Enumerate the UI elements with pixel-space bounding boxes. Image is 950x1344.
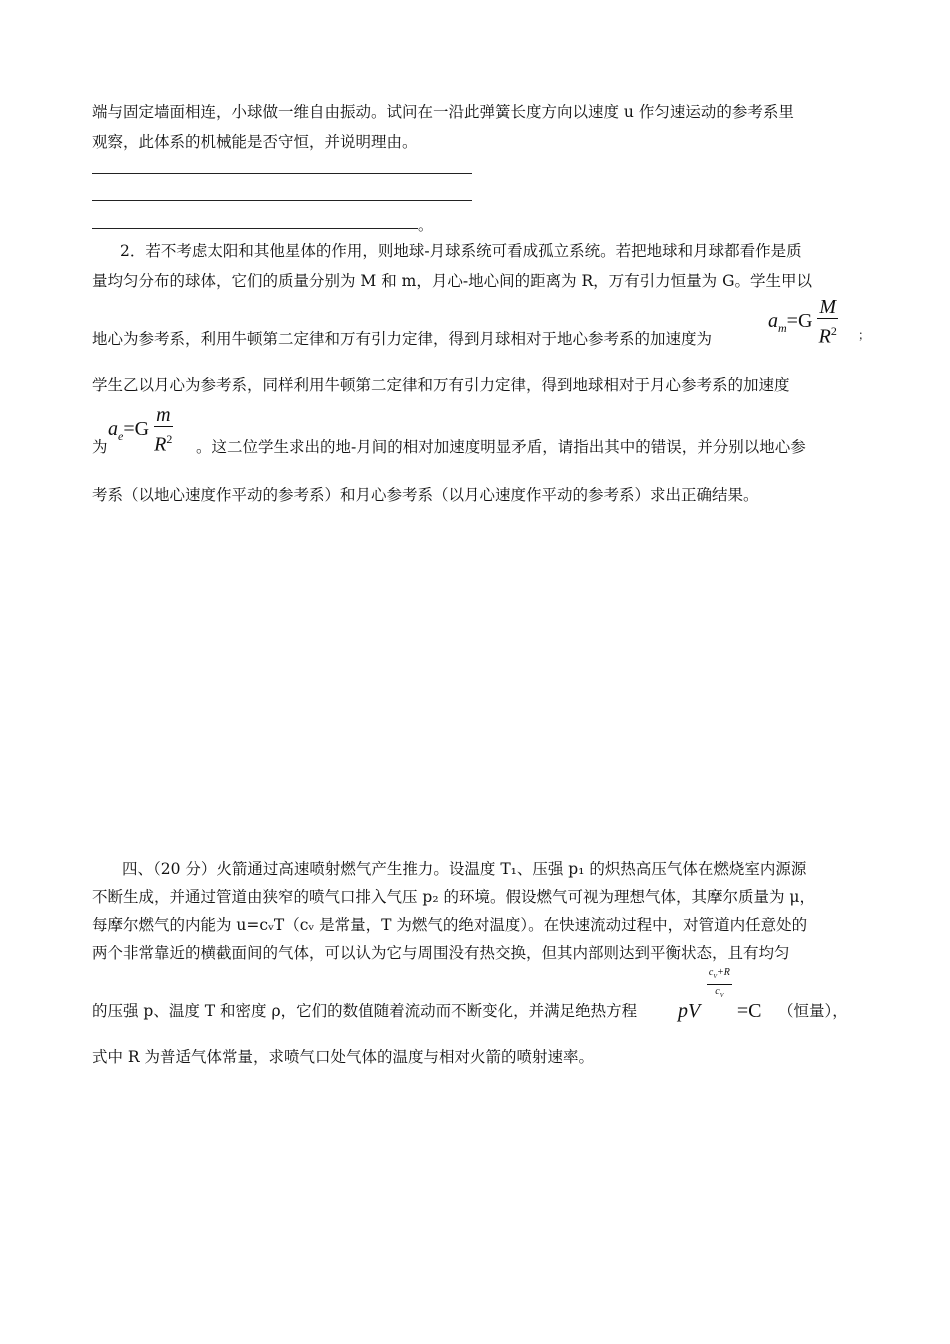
p2-line2: 量均匀分布的球体，它们的质量分别为 M 和 m，月心-地心间的距离为 R，万有引力恒量为 G。学生甲以: [92, 272, 812, 290]
p4-line2: 不断生成，并通过管道由狭窄的喷气口排入气压 p₂ 的环境。假设燃气可视为理想气体，其摩尔质量为 μ，: [92, 888, 815, 906]
p4-line5: 的压强 p、温度 T 和密度 ρ，它们的数值随着流动而不断变化，并满足绝热方程: [92, 1002, 638, 1020]
adiabatic-rhs: =C: [736, 1000, 762, 1023]
adiabatic-formula: [678, 967, 762, 1023]
adiabatic-exp-num: c: [708, 967, 714, 978]
p2-line5: 。这二位学生求出的地-月间的相对加速度明显矛盾，请指出其中的错误，并分别以地心参: [196, 438, 806, 456]
p4-line4: 两个非常靠近的横截面间的气体，可以认为它与周围没有热交换，但其内部则达到平衡状态，且有均匀: [92, 944, 790, 962]
answer-blank-2[interactable]: [92, 200, 472, 201]
p2-line3-end: ；: [858, 328, 871, 342]
formula-a-e-lhs: a: [108, 417, 118, 440]
adiabatic-exp-den-sub: V: [719, 993, 724, 999]
p2-line1: 2．若不考虑太阳和其他星体的作用，则地球-月球系统可看成孤立系统。若把地球和月球都看作是质: [120, 242, 802, 260]
adiabatic-base: pV: [678, 1000, 700, 1023]
formula-a-e-num: m: [156, 404, 171, 426]
adiabatic-exponent: [707, 966, 732, 1003]
formula-a-e-exp: 2: [166, 432, 173, 446]
formula-a-e-eq: =G: [123, 417, 150, 440]
formula-a-m-fraction: [817, 296, 838, 349]
formula-a-m-exp: 2: [830, 324, 837, 338]
p2-line4: 学生乙以月心为参考系，同样利用牛顿第二定律和万有引力定律，得到地球相对于月心参考系的加速度: [92, 376, 790, 394]
formula-a-m-sub: m: [778, 320, 787, 335]
formula-a-e-den: R: [154, 433, 167, 456]
answer-blank-1[interactable]: [92, 173, 472, 174]
formula-a-m-den: R: [818, 325, 831, 348]
p1-line1: 端与固定墙面相连，小球做一维自由振动。试问在一沿此弹簧长度方向以速度 u 作匀速运动的参考系里: [92, 103, 794, 121]
adiabatic-exp-num-sub: V: [713, 974, 717, 980]
answer-blank-3[interactable]: [92, 228, 418, 229]
formula-a-m-lhs: a: [768, 309, 778, 332]
p4-line3: 每摩尔燃气的内能为 u=cᵥT（cᵥ 是常量，T 为燃气的绝对温度）。在快速流动过程中，对管道内任意处的: [92, 916, 808, 934]
p4-line6: 式中 R 为普适气体常量，求喷气口处气体的温度与相对火箭的喷射速率。: [92, 1048, 595, 1066]
p2-line5-pre: 为: [92, 438, 108, 456]
adiabatic-exp-num-add: +R: [716, 967, 730, 978]
formula-a-e-sub: e: [118, 428, 124, 443]
adiabatic-exp-den: c: [715, 986, 720, 997]
p1-line2: 观察，此体系的机械能是否守恒，并说明理由。: [92, 133, 418, 151]
formula-a-m-eq: =G: [786, 309, 813, 332]
p2-line3: 地心为参考系，利用牛顿第二定律和万有引力定律，得到月球相对于地心参考系的加速度为: [92, 330, 713, 348]
formula-a-e-fraction: [154, 404, 172, 457]
p2-line6: 考系（以地心速度作平动的参考系）和月心参考系（以月心速度作平动的参考系）求出正确结果。: [92, 486, 759, 504]
formula-a-m: [768, 296, 838, 349]
formula-a-m-num: M: [819, 296, 837, 318]
blank-end-mark: 。: [418, 216, 434, 234]
p4-line5-end: （恒量），: [778, 1002, 848, 1020]
p4-line1: 四、（20 分）火箭通过高速喷射燃气产生推力。设温度 T₁、压强 p₁ 的炽热高压气体在燃烧室内源源: [122, 860, 807, 878]
formula-a-e: [108, 404, 173, 457]
